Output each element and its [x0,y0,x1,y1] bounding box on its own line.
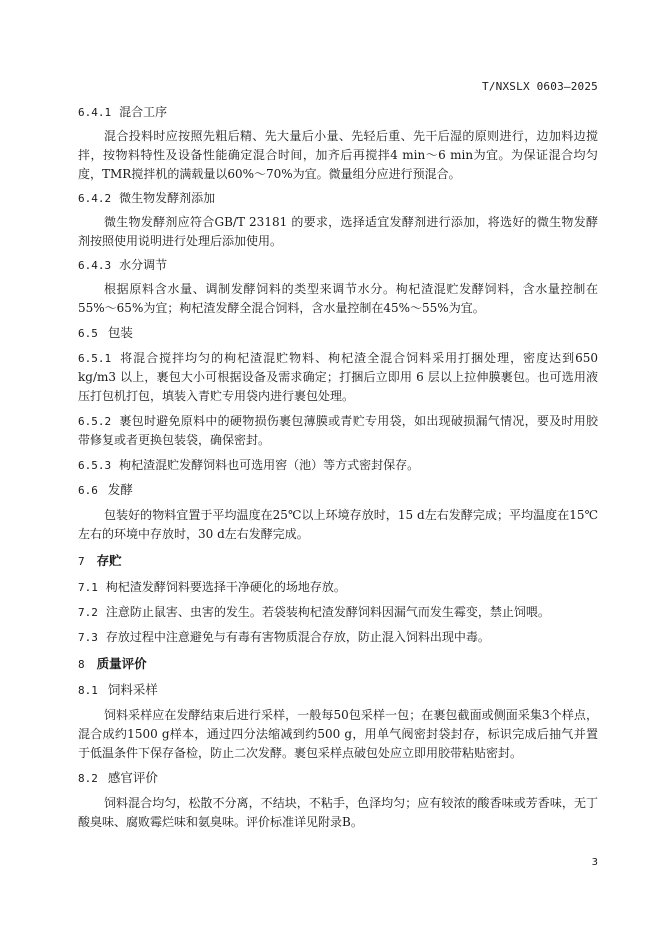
clause-7-3: 7.3 存放过程中注意避免与有毒有害物质混合存放，防止混入饲料出现中毒。 [78,630,490,644]
paragraph-fermentation: 包装好的物料宜置于平均温度在25℃以上环境存放时，15 d左右发酵完成；平均温度在15℃左右的环境中存放时，30 d左右发酵完成。 [78,508,598,541]
document-body [78,104,598,838]
clause-7-1: 7.1 枸杞渣发酵饲料要选择干净硬化的场地存放。 [78,580,346,594]
clause-6-5-3: 6.5.3 枸杞渣混贮发酵饲料也可选用窖（池）等方式密封保存。 [78,458,420,472]
section-heading-6-4-1: 6.4.1 混合工序 [78,105,168,119]
section-heading-6-6: 6.6 发酵 [78,482,133,497]
clause-7-2: 7.2 注意防止鼠害、虫害的发生。若袋装枸杞渣发酵饲料因漏气而发生霉变，禁止饲喂。 [78,605,550,619]
paragraph-mixing: 混合投料时应按照先粗后精、先大量后小量、先轻后重、先干后湿的原则进行，边加料边搅拌，按物料特性及设备性能确定混合时间，加齐后再搅拌4 min～6 min为宜。为保证混合均匀度，TMR搅拌机的满载量以60%～70%为宜。微量组分应进行预混合。 [78,129,598,181]
section-heading-8-2: 8.2 感官评价 [78,770,158,785]
paragraph-microbial: 微生物发酵剂应符合GB/T 23181 的要求，选择适宜发酵剂进行添加，将选好的微生物发酵剂按照使用说明进行处理后添加使用。 [78,215,598,248]
paragraph-sampling: 饲料采样应在发酵结束后进行采样，一般每50包采样一包；在裹包截面或侧面采集3个样点，混合成约1500 g样本，通过四分法缩减到约500 g，用单气阀密封袋封存，标识完成后抽气并置于低温条件下保存备检，防止二次发酵。裹包采样点破包处应立即用胶带粘贴密封。 [78,708,598,760]
chapter-heading-8: 8 质量评价 [78,656,147,671]
standard-code: T/NXSLX 0603—2025 [482,80,598,93]
paragraph-sensory: 饲料混合均匀，松散不分离，不结块，不粘手，色泽均匀；应有较浓的酸香味或芳香味，无丁酸臭味、腐败霉烂味和氨臭味。评价标准详见附录B。 [78,796,598,829]
chapter-heading-7: 7 存贮 [78,553,122,568]
section-heading-6-4-2: 6.4.2 微生物发酵剂添加 [78,191,216,205]
section-heading-8-1: 8.1 饲料采样 [78,682,158,697]
clause-6-5-1: 6.5.1 将混合搅拌均匀的枸杞渣混贮物料、枸杞渣全混合饲料采用打捆处理，密度达到650 kg/m3 以上，裹包大小可根据设备及需求确定；打捆后立即用 6 层以上拉伸膜裹包。也可选用液压打包机打包，填装入青贮专用袋内进行裹包处理。 [78,351,598,403]
paragraph-moisture: 根据原料含水量、调制发酵饲料的类型来调节水分。枸杞渣混贮发酵饲料，含水量控制在55%～65%为宜；枸杞渣发酵全混合饲料，含水量控制在45%～55%为宜。 [78,282,598,315]
page-number: 3 [591,857,598,868]
section-heading-6-5: 6.5 包装 [78,325,133,340]
clause-6-5-2: 6.5.2 裹包时避免原料中的硬物损伤裹包薄膜或青贮专用袋，如出现破损漏气情况，要及时用胶带修复或者更换包装袋，确保密封。 [78,414,598,447]
section-heading-6-4-3: 6.4.3 水分调节 [78,258,168,272]
